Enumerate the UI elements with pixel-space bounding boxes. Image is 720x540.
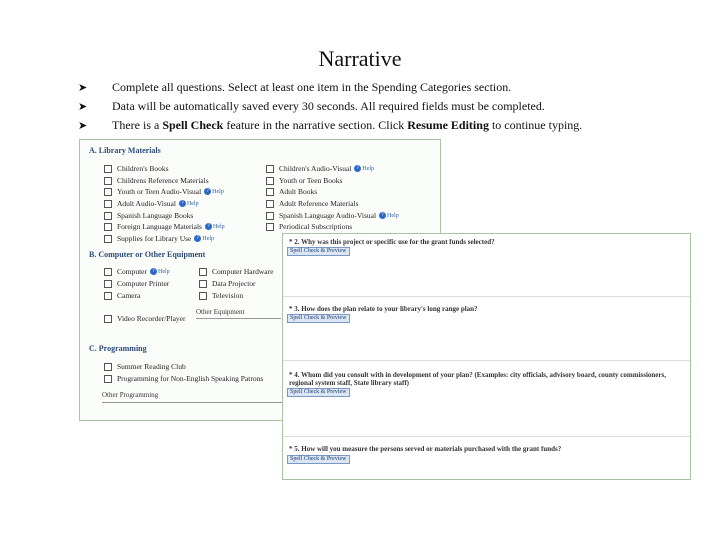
page-title: Narrative — [318, 46, 402, 71]
question-2: * 2. Why was this project or specific use for the grant funds selected? — [289, 238, 495, 246]
section-b-title: B. Computer or Other Equipment — [89, 250, 206, 259]
narrative-questions-panel — [282, 233, 691, 480]
question-3: * 3. How does the plan relate to your library's long range plan? — [289, 305, 478, 313]
instruction-text: Complete all questions. Select at least one item in the Spending Categories section. — [112, 80, 512, 94]
checkbox-youth-teen-books[interactable]: Youth or Teen Books — [266, 176, 342, 185]
checkbox-adult-av[interactable]: Adult Audio-Visual ? Help — [104, 199, 199, 208]
help-icon[interactable]: ? Help — [204, 188, 224, 195]
other-programming-input[interactable] — [102, 402, 282, 403]
other-programming-label: Other Programming — [102, 391, 159, 399]
checkbox-spanish-books[interactable]: Spanish Language Books — [104, 211, 193, 220]
help-icon[interactable]: ? Help — [150, 268, 170, 275]
checkbox-computer-printer[interactable]: Computer Printer — [104, 279, 169, 288]
arrow-bullet-icon: ➤ — [78, 120, 88, 132]
checkbox-childrens-books[interactable]: Children's Books — [104, 164, 169, 173]
spell-check-button[interactable]: Spell Check & Preview — [287, 247, 350, 256]
checkbox-adult-reference[interactable]: Adult Reference Materials — [266, 199, 359, 208]
checkbox-foreign-language[interactable]: Foreign Language Materials ? Help — [104, 222, 225, 231]
checkbox-childrens-reference[interactable]: Childrens Reference Materials — [104, 176, 209, 185]
instruction-item — [78, 78, 718, 97]
help-icon[interactable]: ? Help — [179, 200, 199, 207]
help-icon[interactable]: ? Help — [354, 165, 374, 172]
spell-check-button[interactable]: Spell Check & Preview — [287, 388, 350, 397]
question-4: * 4. Whom did you consult with in development of your plan? (Examples: city officials, advisory board, county commissioners, regional system staff, State library staff) — [289, 371, 666, 387]
help-icon[interactable]: ? Help — [194, 235, 214, 242]
spell-check-term: Spell Check — [162, 118, 224, 132]
other-equipment-input[interactable] — [196, 318, 281, 319]
section-c-title: C. Programming — [89, 344, 147, 353]
divider — [283, 360, 690, 361]
checkbox-camera[interactable]: Camera — [104, 291, 140, 300]
checkbox-youth-teen-av[interactable]: Youth or Teen Audio-Visual ? Help — [104, 187, 224, 196]
checkbox-periodicals[interactable]: Periodical Subscriptions — [266, 222, 352, 231]
checkbox-adult-books[interactable]: Adult Books — [266, 187, 317, 196]
checkbox-computer-hardware[interactable]: Computer Hardware — [199, 267, 273, 276]
instruction-text: Data will be automatically saved every 30 seconds. All required fields must be completed. — [112, 99, 545, 113]
checkbox-supplies[interactable]: Supplies for Library Use ? Help — [104, 234, 214, 243]
checkbox-childrens-av[interactable]: Children's Audio-Visual ? Help — [266, 164, 374, 173]
resume-editing-term: Resume Editing — [407, 118, 489, 132]
arrow-bullet-icon: ➤ — [78, 101, 88, 113]
section-a-title: A. Library Materials — [89, 146, 161, 155]
arrow-bullet-icon: ➤ — [78, 82, 88, 94]
other-equipment-label: Other Equipment — [196, 308, 245, 316]
divider — [283, 296, 690, 297]
help-icon[interactable]: ? Help — [205, 223, 225, 230]
instruction-text: There is a Spell Check feature in the narrative section. Click Resume Editing to continue typing. — [112, 118, 583, 132]
help-icon[interactable]: ? Help — [379, 212, 399, 219]
checkbox-summer-reading[interactable]: Summer Reading Club — [104, 362, 186, 371]
spell-check-button[interactable]: Spell Check & Preview — [287, 314, 350, 323]
instruction-item — [78, 116, 718, 135]
spell-check-button[interactable]: Spell Check & Preview — [287, 455, 350, 464]
checkbox-spanish-av[interactable]: Spanish Language Audio-Visual ? Help — [266, 211, 399, 220]
checkbox-television[interactable]: Television — [199, 291, 243, 300]
divider — [283, 436, 690, 437]
checkbox-data-projector[interactable]: Data Projector — [199, 279, 256, 288]
instruction-item — [78, 97, 718, 116]
checkbox-non-english-programming[interactable]: Programming for Non-English Speaking Patrons — [104, 374, 263, 383]
instruction-list — [78, 78, 718, 135]
checkbox-video-recorder[interactable]: Video Recorder/Player — [104, 314, 185, 323]
question-5: * 5. How will you measure the persons served or materials purchased with the grant funds? — [289, 445, 562, 453]
checkbox-computer[interactable]: Computer ? Help — [104, 267, 170, 276]
